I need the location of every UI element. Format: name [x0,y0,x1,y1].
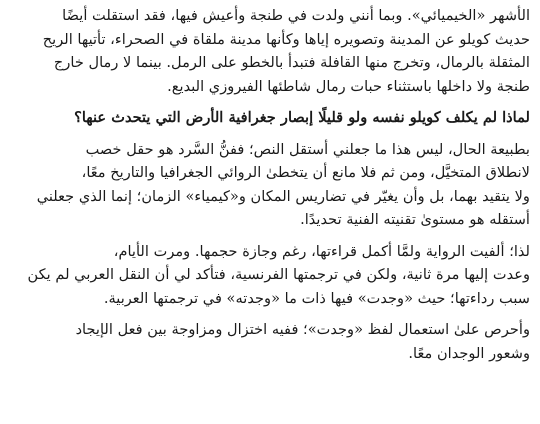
text-line: لذا؛ ألفيت الرواية ولمَّا أكمل قراءتها، رغم وجازة حجمها. ومرت الأيام، [113,242,530,260]
text-line: وأحرص علىٰ استعمال لفظ «وجدت»؛ ففيه اختزال ومزاوجة بين فعل الإيجاد [75,321,530,338]
text-line: بطبيعة الحال، ليس هذا ما جعلني أستقل النص؛ ففنُّ السَّرد هو حقل خصب [85,140,530,158]
text-line: حديث كويلو عن المدينة وتصويره إياها وكأنها مدينة ملقاة في الصحراء، تأتيها الريح [42,30,530,48]
text-line: وشعور الوجدان معًا. [408,344,530,362]
text-line: طنجة ولا داخلها باستثناء حبات رمال شاطئها الفيروزي البديع. [167,77,530,95]
text-line: الأشهر «الخيميائي». وبما أنني ولدت في طنجة وأعيش فيها، فقد استقلت أيضًا [62,7,530,24]
paragraph-word-found [12,318,530,365]
text-line: سبب رداءتها؛ حيث «وجدت» فيها ذات ما «وجدته» في ترجمتها العربية. [103,289,530,307]
paragraph-french-translation [12,240,530,311]
paragraph-narrative-art [12,138,530,232]
question-line: لماذا لم يكلف كويلو نفسه ولو قليلًا إبصار جغرافية الأرض التي يتحدث عنها؟ [74,109,530,126]
text-line: أستقله هو مستوىٰ تقنيته الفنية تحديدًا. [300,211,530,228]
interview-question [12,106,530,130]
text-line: المثقلة بالرمال، وتخرج منها القافلة فتبدأ بالخطو على الرمل. بينما لا رمال خارج [53,54,530,71]
text-line: لانطلاق المتخيَّل، ومن ثم فلا مانع أن يتخطىٰ الروائي الجغرافيا والتاريخ معًا، [81,164,530,181]
text-line: وعدت إليها مرة ثانية، ولكن في ترجمتها الفرنسية، فتأكد لي أن النقل العربي لم يكن [27,266,530,283]
text-line: ولا يتقيد بهما، بل وأن يغيّر في تضاريس المكان و«كيمياء» الزمان؛ إنما الذي جعلني [36,187,530,205]
paragraph-tangier-sand [12,4,530,98]
